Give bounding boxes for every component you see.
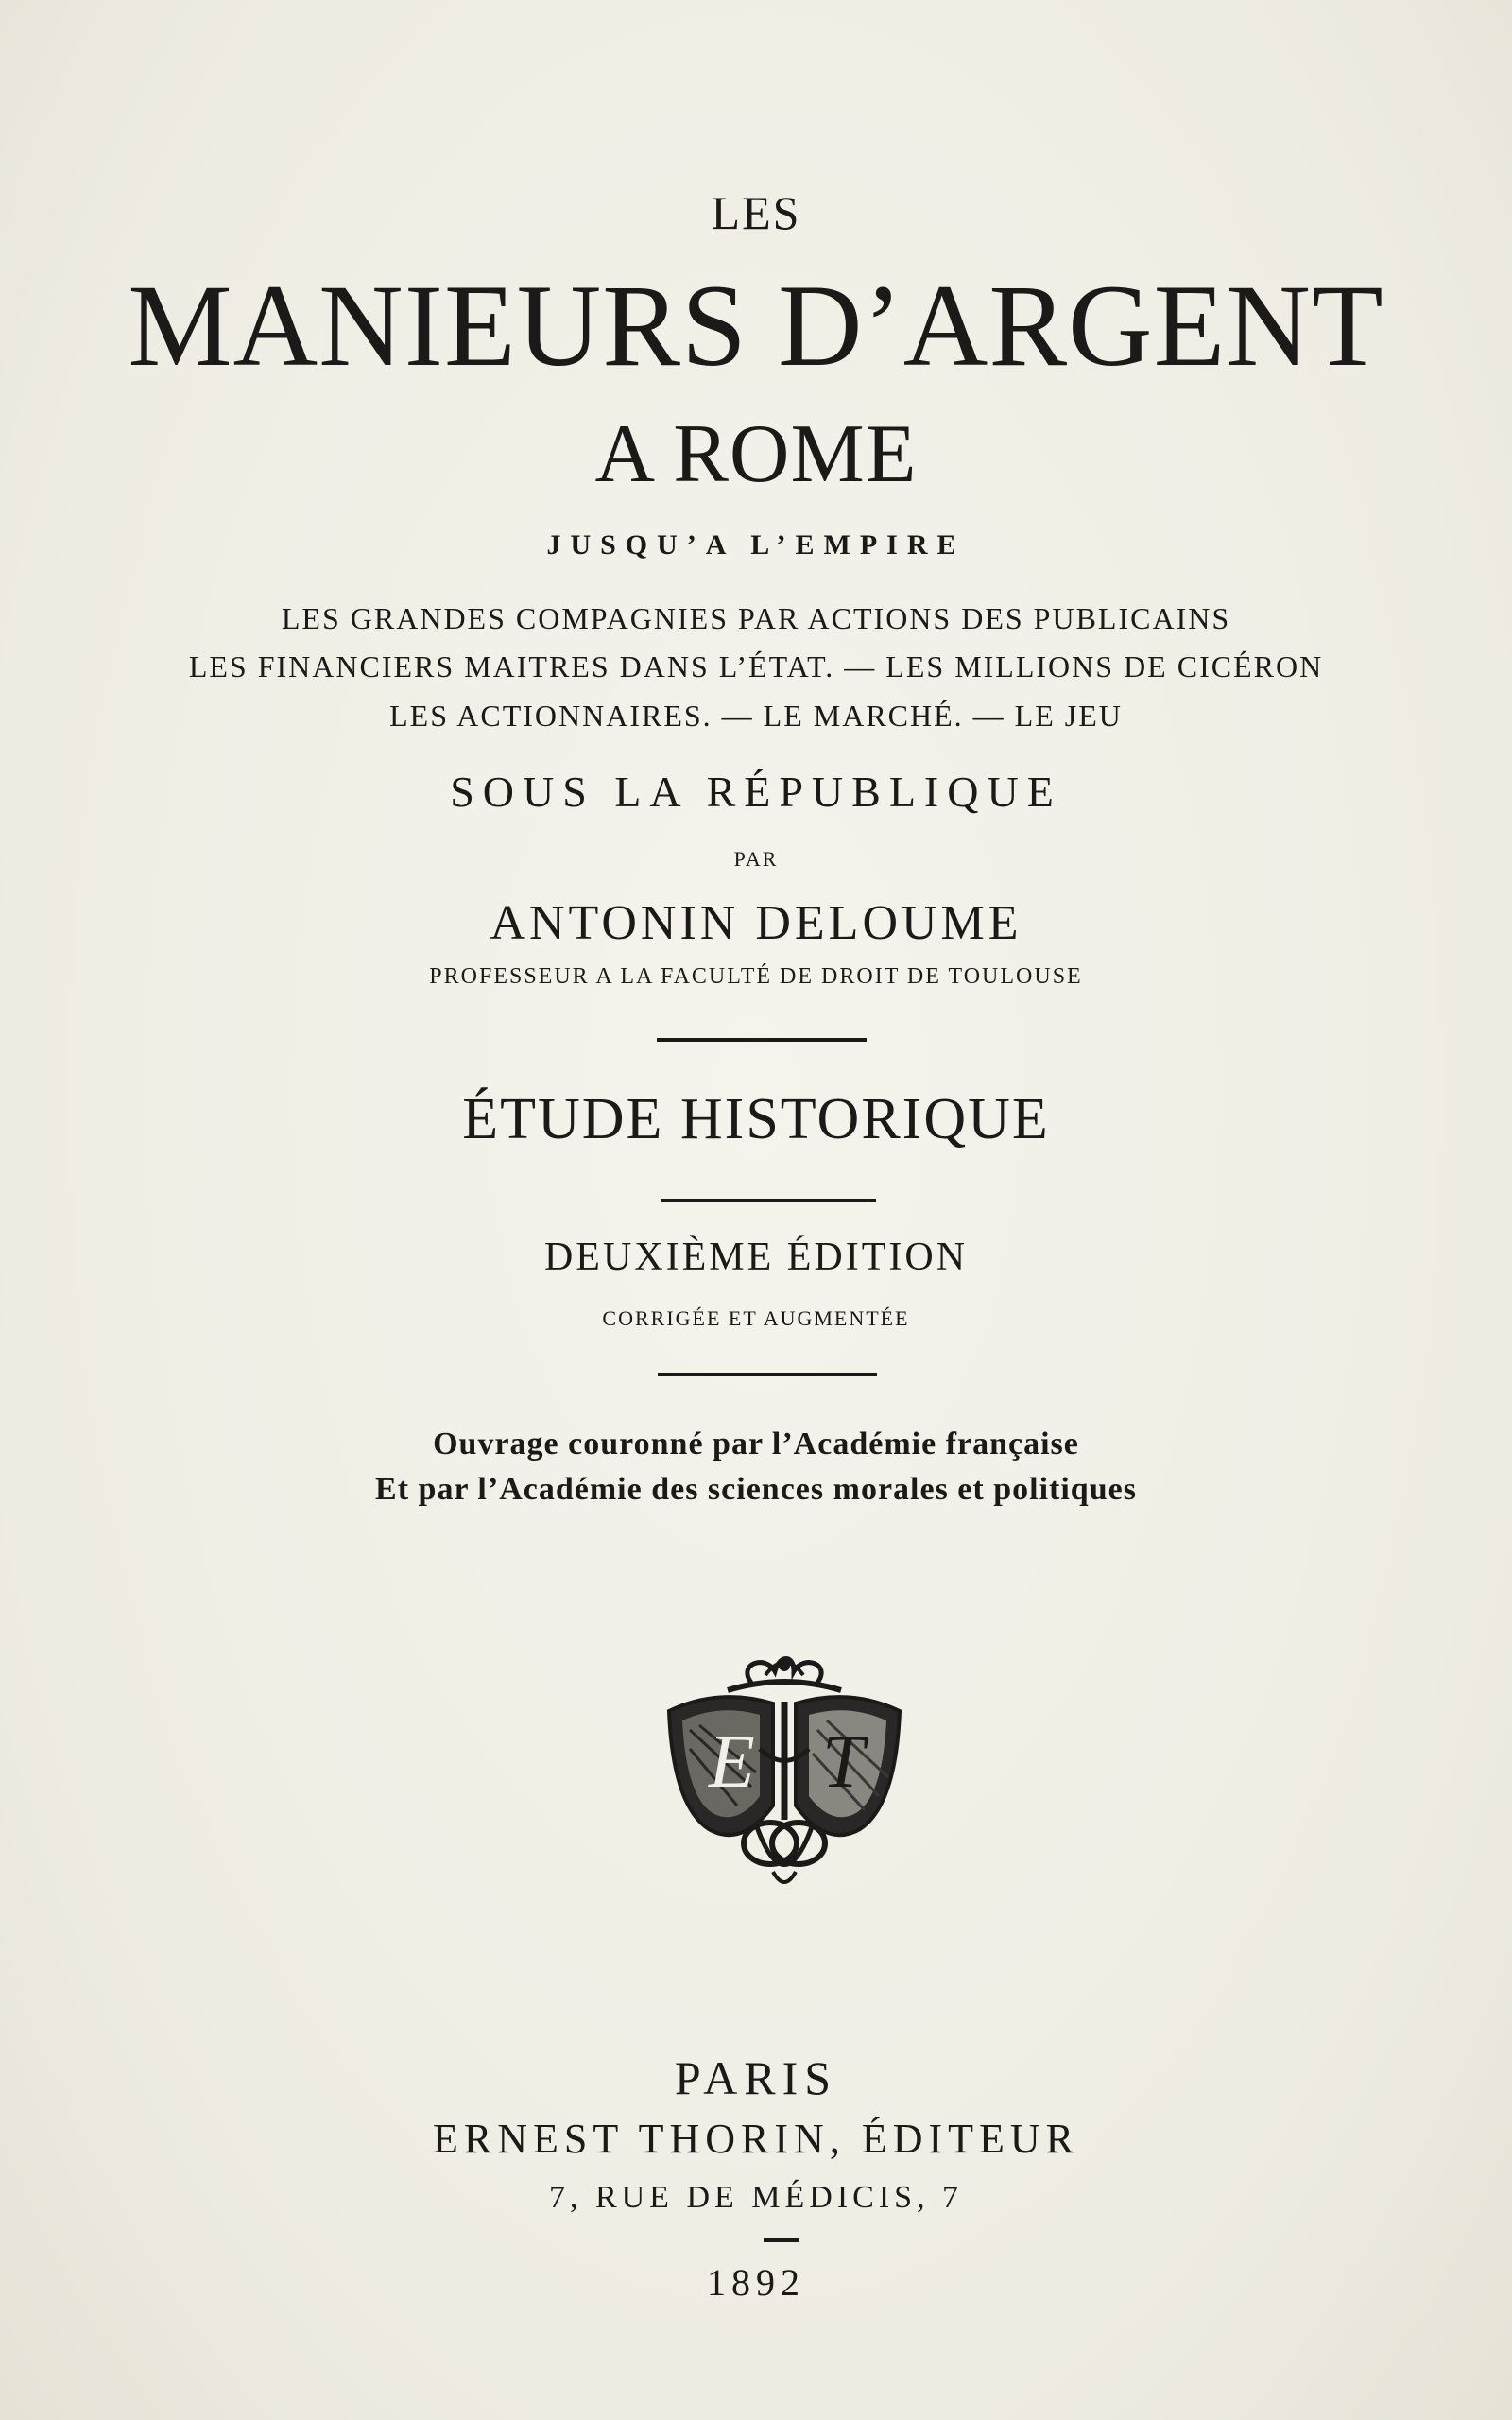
divider	[764, 2238, 799, 2242]
divider	[657, 1038, 867, 1042]
description-line: LES GRANDES COMPAGNIES PAR ACTIONS DES PUBLICAINS	[281, 601, 1231, 635]
author-name: ANTONIN DELOUME	[490, 896, 1022, 950]
award-line: Et par l’Académie des sciences morales et politiques	[375, 1472, 1137, 1507]
genre-heading: ÉTUDE HISTORIQUE	[462, 1087, 1050, 1151]
description-line: LES ACTIONNAIRES. — LE MARCHÉ. — LE JEU	[389, 699, 1123, 733]
publication-city: PARIS	[674, 2051, 838, 2104]
edition-heading: DEUXIÈME ÉDITION	[543, 1236, 969, 1279]
by-label: PAR	[733, 847, 779, 871]
svg-text:T: T	[822, 1720, 865, 1804]
publisher-address: 7, RUE DE MÉDICIS, 7	[548, 2180, 964, 2215]
divider	[658, 1373, 877, 1376]
book-subtitle: JUSQU’A L’EMPIRE	[546, 529, 966, 561]
svg-text:E: E	[709, 1720, 755, 1804]
book-title: MANIEURS D’ARGENT	[128, 261, 1384, 390]
edition-note: CORRIGÉE ET AUGMENTÉE	[602, 1306, 910, 1330]
description-line: LES FINANCIERS MAITRES DANS L’ÉTAT. — LES MILLIONS DE CICÉRON	[188, 649, 1324, 683]
award-line: Ouvrage couronné par l’Académie française	[433, 1426, 1079, 1461]
publisher-monogram-emblem-icon	[662, 1645, 907, 1900]
book-title-secondary: A ROME	[594, 408, 918, 500]
divider	[661, 1199, 876, 1202]
author-affiliation: PROFESSEUR A LA FACULTÉ DE DROIT DE TOULOUSE	[429, 964, 1083, 989]
publisher-name: ERNEST THORIN, ÉDITEUR	[432, 2116, 1080, 2162]
publication-year: 1892	[707, 2261, 805, 2304]
period-heading: SOUS LA RÉPUBLIQUE	[450, 768, 1062, 816]
title-prefix: LES	[711, 186, 801, 239]
